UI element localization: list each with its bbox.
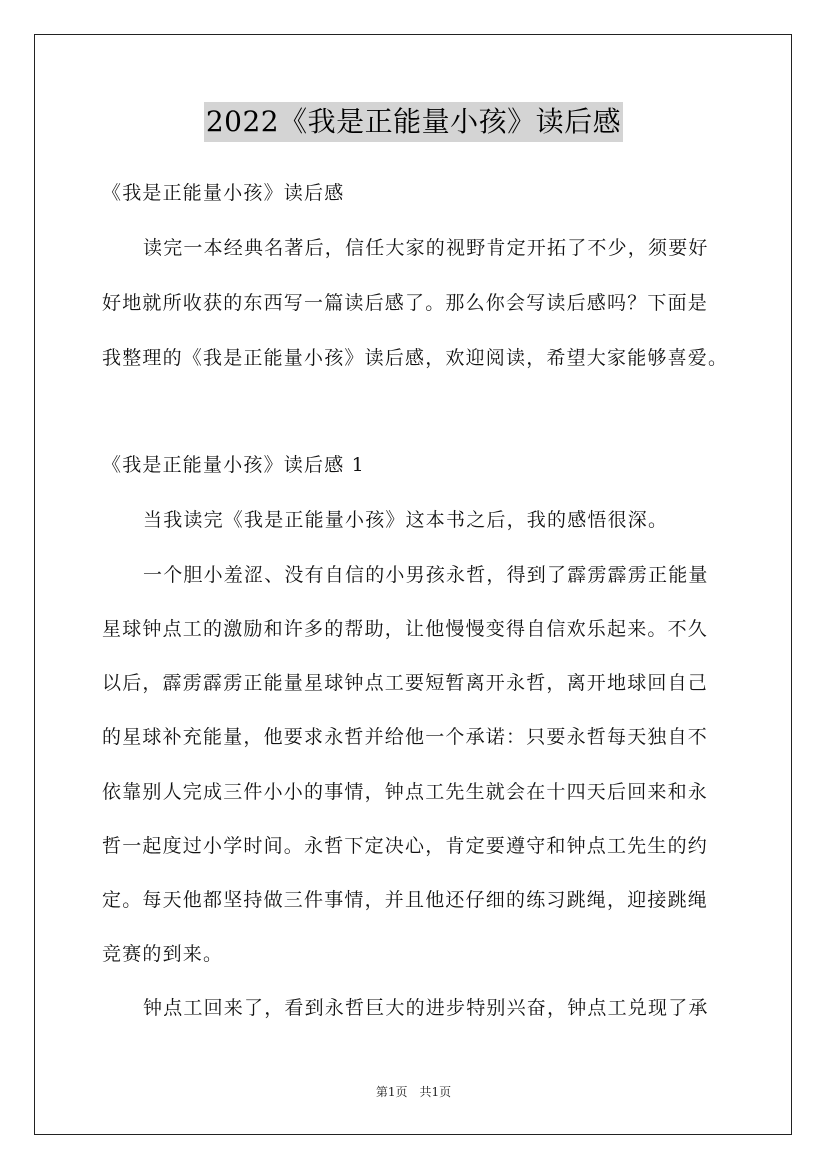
- intro-line: 我整理的《我是正能量小孩》读后感，欢迎阅读，希望大家能够喜爱。: [102, 347, 729, 369]
- paragraph-line: 以后，霹雳霹雳正能量星球钟点工要短暂离开永哲，离开地球回自己: [102, 672, 709, 694]
- paragraph-line: 依靠别人完成三件小小的事情，钟点工先生就会在十四天后回来和永: [102, 781, 709, 803]
- paragraph-line: 一个胆小羞涩、没有自信的小男孩永哲，得到了霹雳霹雳正能量: [143, 564, 709, 586]
- intro-line: 好地就所收获的东西写一篇读后感了。那么你会写读后感吗？下面是: [102, 292, 709, 314]
- paragraph-line: 星球钟点工的激励和许多的帮助，让他慢慢变得自信欢乐起来。不久: [102, 618, 709, 640]
- paragraph-line: 定。每天他都坚持做三件事情，并且他还仔细的练习跳绳，迎接跳绳: [102, 889, 709, 911]
- document-title: 2022《我是正能量小孩》读后感: [204, 102, 623, 142]
- title-container: [0, 102, 827, 142]
- paragraph-line: 当我读完《我是正能量小孩》这本书之后，我的感悟很深。: [143, 509, 669, 531]
- subtitle: 《我是正能量小孩》读后感: [102, 182, 345, 204]
- page-footer: 第1页 共1页: [375, 1085, 452, 1099]
- paragraph-line: 的星球补充能量，他要求永哲并给他一个承诺：只要永哲每天独自不: [102, 726, 709, 748]
- paragraph-line: 竞赛的到来。: [102, 943, 224, 965]
- paragraph-line: 钟点工回来了，看到永哲巨大的进步特别兴奋，钟点工兑现了承: [143, 997, 709, 1019]
- paragraph-line: 哲一起度过小学时间。永哲下定决心，肯定要遵守和钟点工先生的约: [102, 835, 709, 857]
- section-heading: 《我是正能量小孩》读后感 1: [102, 454, 365, 476]
- intro-line: 读完一本经典名著后，信任大家的视野肯定开拓了不少，须要好: [143, 237, 709, 259]
